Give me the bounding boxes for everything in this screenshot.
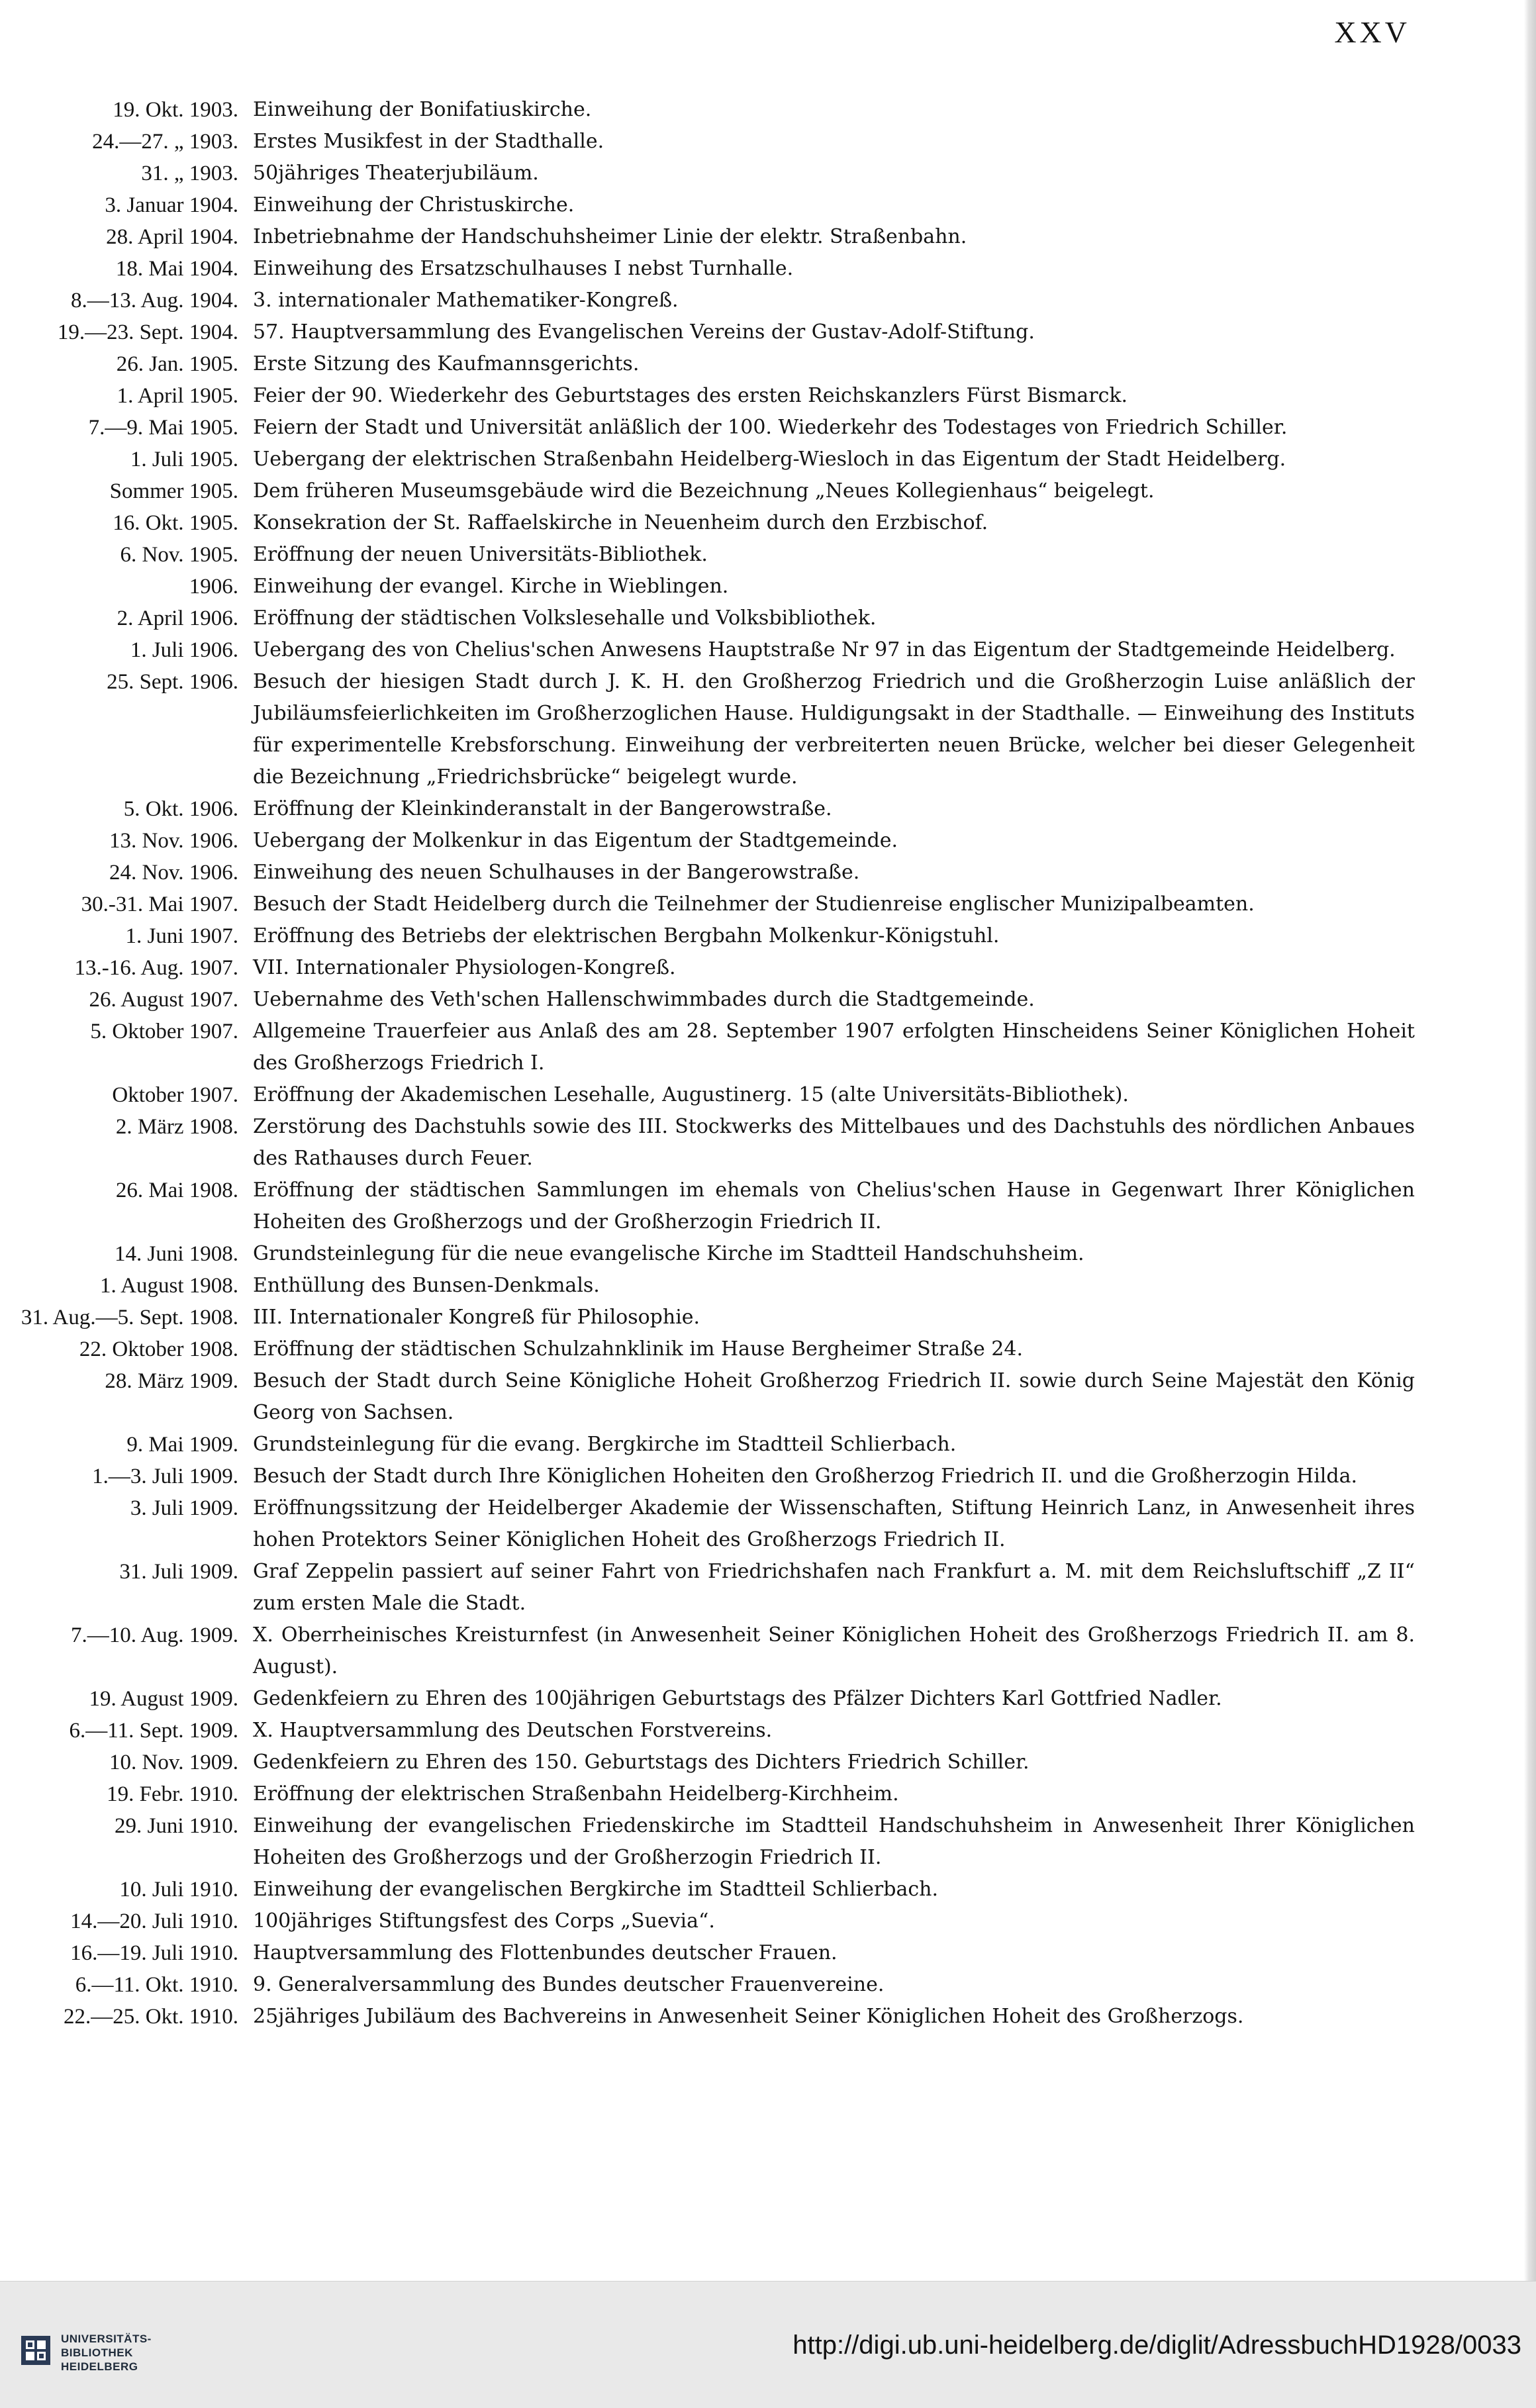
- entry-date: 1. August 1908.: [99, 1274, 238, 1298]
- entry-text: Gedenkfeiern zu Ehren des 150. Geburtstags des Dichters Friedrich Schiller.: [253, 1751, 1030, 1774]
- chronology-entry: [0, 857, 1536, 889]
- entry-date: 7.—9. Mai 1905.: [88, 416, 238, 440]
- entry-date: 6.—11. Okt. 1910.: [75, 1973, 238, 1997]
- chronology-entry: [0, 158, 1536, 189]
- chronology-entry: [0, 507, 1536, 539]
- entry-date: 1. April 1905.: [117, 384, 238, 408]
- entry-date: 19. August 1909.: [89, 1687, 238, 1711]
- entry-date: 28. April 1904.: [106, 225, 238, 249]
- entry-date: 19. Okt. 1903.: [113, 98, 238, 122]
- entry-text: Uebernahme des Veth'schen Hallenschwimmbades durch die Stadtgemeinde.: [253, 988, 1035, 1011]
- chronology-entry: [0, 285, 1536, 316]
- entry-text: Einweihung des neuen Schulhauses in der Bangerowstraße.: [253, 861, 860, 884]
- chronology-entry: [0, 94, 1536, 126]
- entry-text: 3. internationaler Mathematiker-Kongreß.: [253, 289, 679, 312]
- chronology-entry: [0, 348, 1536, 380]
- entry-text: Hauptversammlung des Flottenbundes deutscher Frauen.: [253, 1941, 838, 1964]
- entry-text: Einweihung der Bonifatiuskirche.: [253, 98, 592, 121]
- chronology-entry: [0, 1461, 1536, 1492]
- chronology-entry: [0, 444, 1536, 475]
- entry-text: Dem früheren Museumsgebäude wird die Bezeichnung „Neues Kollegienhaus“ beigelegt.: [253, 479, 1155, 503]
- entry-text: Feiern der Stadt und Universität anläßlich der 100. Wiederkehr des Todestages von Friedrich Schiller.: [253, 416, 1288, 439]
- chronology-entry: [0, 1302, 1536, 1333]
- entry-date: 28. März 1909.: [105, 1369, 238, 1393]
- entry-text: Einweihung der evangel. Kirche in Wieblingen.: [253, 575, 729, 598]
- entry-text: 57. Hauptversammlung des Evangelischen Vereins der Gustav-Adolf-Stiftung.: [253, 320, 1035, 344]
- chronology-entry: [0, 412, 1536, 444]
- entry-date: 16.—19. Juli 1910.: [70, 1941, 238, 1965]
- entry-date: 16. Okt. 1905.: [113, 511, 238, 535]
- chronology-entry: [0, 889, 1536, 920]
- entry-text: Einweihung des Ersatzschulhauses I nebst Turnhalle.: [253, 257, 794, 280]
- entry-date: 13.-16. Aug. 1907.: [74, 956, 238, 980]
- chronology-entry: [0, 1937, 1536, 1969]
- chronology-entry: [0, 1429, 1536, 1461]
- chronology-entry: [0, 1969, 1536, 2001]
- entry-date: 31. Juli 1909.: [119, 1560, 238, 1584]
- entry-date: 24.—27. „ 1903.: [92, 130, 238, 154]
- entry-date: 8.—13. Aug. 1904.: [70, 289, 238, 313]
- entry-date: 30.-31. Mai 1907.: [81, 892, 238, 916]
- entry-text: Zerstörung des Dachstuhls sowie des III. Stockwerks des Mittelbaues und des Dachstuhls des nördlichen Anbaues des Rathauses durch Feuer.: [253, 1115, 1415, 1170]
- source-url-link[interactable]: http://digi.ub.uni-heidelberg.de/diglit/AdressbuchHD1928/0033: [792, 2331, 1521, 2360]
- library-logo-line: BIBLIOTHEK: [61, 2346, 133, 2359]
- chronology-entry: [0, 666, 1536, 793]
- entry-text: Besuch der Stadt Heidelberg durch die Teilnehmer der Studienreise englischer Munizipalbeamten.: [253, 892, 1255, 916]
- entry-date: 22. Oktober 1908.: [79, 1337, 238, 1361]
- entry-text: Uebergang des von Chelius'schen Anwesens Hauptstraße Nr 97 in das Eigentum der Stadtgemeinde Heidelberg.: [253, 638, 1396, 661]
- chronology-entry: [0, 1556, 1536, 1619]
- entry-date: 29. Juni 1910.: [114, 1814, 238, 1838]
- chronology-entry: [0, 920, 1536, 952]
- chronology-entry: [0, 1715, 1536, 1747]
- chronology-entry: [0, 1778, 1536, 1810]
- entry-text: Eröffnungssitzung der Heidelberger Akademie der Wissenschaften, Stiftung Heinrich Lanz, in Anwesenheit ihres hohen Protektors Seiner Königlichen Hoheit des Großherzogs Friedrich II.: [253, 1496, 1415, 1551]
- entry-text: Inbetriebnahme der Handschuhsheimer Linie der elektr. Straßenbahn.: [253, 225, 967, 248]
- entry-date: 5. Okt. 1906.: [123, 797, 238, 821]
- entry-date: 5. Oktober 1907.: [90, 1020, 238, 1043]
- entry-text: Grundsteinlegung für die evang. Bergkirche im Stadtteil Schlierbach.: [253, 1433, 957, 1456]
- chronology-entry: [0, 539, 1536, 571]
- chronology-entry: [0, 634, 1536, 666]
- entry-text: Allgemeine Trauerfeier aus Anlaß des am 28. September 1907 erfolgten Hinscheidens Seiner Königlichen Hoheit des Großherzogs Friedrich I.: [253, 1020, 1415, 1075]
- entry-text: Enthüllung des Bunsen-Denkmals.: [253, 1274, 600, 1297]
- entry-text: Eröffnung der Akademischen Lesehalle, Augustinerg. 15 (alte Universitäts-Bibliothek).: [253, 1083, 1129, 1106]
- chronology-entry: [0, 380, 1536, 412]
- entry-text: Besuch der Stadt durch Seine Königliche Hoheit Großherzog Friedrich II. sowie durch Seine Majestät den König Georg von Sachsen.: [253, 1369, 1415, 1424]
- entry-date: 1906.: [189, 575, 238, 599]
- entry-date: 3. Juli 1909.: [130, 1496, 238, 1520]
- entry-text: Eröffnung der neuen Universitäts-Bibliothek.: [253, 543, 708, 566]
- entry-date: 24. Nov. 1906.: [109, 861, 238, 885]
- chronology-entry: [0, 952, 1536, 984]
- entry-text: 100jähriges Stiftungsfest des Corps „Suevia“.: [253, 1909, 715, 1933]
- entry-date: 13. Nov. 1906.: [109, 829, 238, 853]
- chronology-entry: [0, 253, 1536, 285]
- library-logo-text: [61, 2332, 152, 2374]
- chronology-entry: [0, 1747, 1536, 1778]
- entry-text: VII. Internationaler Physiologen-Kongreß.: [253, 956, 676, 979]
- entry-text: Grundsteinlegung für die neue evangelische Kirche im Stadtteil Handschuhsheim.: [253, 1242, 1084, 1265]
- entry-text: 50jähriges Theaterjubiläum.: [253, 162, 539, 185]
- entry-text: X. Oberrheinisches Kreisturnfest (in Anwesenheit Seiner Königlichen Hoheit des Großherzogs Friedrich II. am 8. August).: [253, 1623, 1415, 1678]
- entry-text: 25jähriges Jubiläum des Bachvereins in Anwesenheit Seiner Königlichen Hoheit des Großherzogs.: [253, 2005, 1244, 2028]
- entry-date: 1. Juni 1907.: [125, 924, 238, 948]
- entry-date: 26. August 1907.: [89, 988, 238, 1012]
- entry-text: Uebergang der elektrischen Straßenbahn Heidelberg-Wiesloch in das Eigentum der Stadt Heidelberg.: [253, 448, 1286, 471]
- chronology-entry: [0, 1333, 1536, 1365]
- chronology-entry: [0, 475, 1536, 507]
- entry-text: Eröffnung der städtischen Sammlungen im ehemals von Chelius'schen Hause in Gegenwart Ihrer Königlichen Hoheiten des Großherzogs und der Großherzogin Friedrich II.: [253, 1179, 1415, 1233]
- entry-text: Graf Zeppelin passiert auf seiner Fahrt von Friedrichshafen nach Frankfurt a. M. mit dem Reichsluftschiff „Z II“ zum ersten Male die Stadt.: [253, 1560, 1415, 1615]
- entry-date: 1. Juli 1905.: [130, 448, 238, 471]
- entry-date: 2. März 1908.: [115, 1115, 238, 1139]
- chronology-entry: [0, 1810, 1536, 1874]
- entry-text: Konsekration der St. Raffaelskirche in Neuenheim durch den Erzbischof.: [253, 511, 988, 534]
- entry-text: Uebergang der Molkenkur in das Eigentum der Stadtgemeinde.: [253, 829, 898, 852]
- entry-date: 1.—3. Juli 1909.: [92, 1465, 238, 1488]
- chronology-entry: [0, 793, 1536, 825]
- entry-date: 9. Mai 1909.: [126, 1433, 238, 1457]
- chronology-entry: [0, 1874, 1536, 1905]
- entry-date: Oktober 1907.: [112, 1083, 238, 1107]
- entry-text: Feier der 90. Wiederkehr des Geburtstages des ersten Reichskanzlers Fürst Bismarck.: [253, 384, 1128, 407]
- entry-date: 26. Jan. 1905.: [116, 352, 238, 376]
- chronology-entry: [0, 316, 1536, 348]
- chronology-entry: [0, 1905, 1536, 1937]
- entry-date: 2. April 1906.: [117, 606, 238, 630]
- chronology-entry: [0, 1619, 1536, 1683]
- entry-date: 19. Febr. 1910.: [107, 1782, 238, 1806]
- entry-date: 6. Nov. 1905.: [120, 543, 238, 567]
- entry-text: X. Hauptversammlung des Deutschen Forstvereins.: [253, 1719, 773, 1742]
- library-logo-line: UNIVERSITÄTS-: [61, 2333, 152, 2345]
- entry-text: Erstes Musikfest in der Stadthalle.: [253, 130, 604, 153]
- chronology-entry: [0, 1365, 1536, 1429]
- entry-text: Einweihung der evangelischen Bergkirche im Stadtteil Schlierbach.: [253, 1878, 939, 1901]
- entry-text: Gedenkfeiern zu Ehren des 100jährigen Geburtstags des Pfälzer Dichters Karl Gottfried Nadler.: [253, 1687, 1222, 1710]
- chronology-entry: [0, 1079, 1536, 1111]
- chronology-entry: [0, 571, 1536, 602]
- entry-date: 14.—20. Juli 1910.: [70, 1909, 238, 1933]
- entry-date: 1. Juli 1906.: [130, 638, 238, 662]
- chronology-entry: [0, 1175, 1536, 1238]
- entry-date: 25. Sept. 1906.: [107, 670, 238, 694]
- entry-text: 9. Generalversammlung des Bundes deutscher Frauenvereine.: [253, 1973, 885, 1996]
- entry-date: 7.—10. Aug. 1909.: [70, 1623, 238, 1647]
- entry-text: Einweihung der evangelischen Friedenskirche im Stadtteil Handschuhsheim in Anwesenheit Ihrer Königlichen Hoheiten des Großherzogs und der Großherzogin Friedrich II.: [253, 1814, 1415, 1869]
- entry-text: Eröffnung der städtischen Volkslesehalle und Volksbibliothek.: [253, 606, 877, 630]
- entry-date: 14. Juni 1908.: [114, 1242, 238, 1266]
- entry-date: 18. Mai 1904.: [115, 257, 238, 281]
- entry-text: III. Internationaler Kongreß für Philosophie.: [253, 1306, 700, 1329]
- chronology-entry: [0, 1492, 1536, 1556]
- library-logo-icon[interactable]: [20, 2335, 52, 2366]
- entry-text: Eröffnung der städtischen Schulzahnklinik im Hause Bergheimer Straße 24.: [253, 1337, 1023, 1361]
- chronology-entry: [0, 1111, 1536, 1175]
- chronology-entry: [0, 1683, 1536, 1715]
- footer-bar: [0, 2281, 1536, 2408]
- chronology-entry: [0, 1238, 1536, 1270]
- entry-date: 6.—11. Sept. 1909.: [69, 1719, 238, 1743]
- chronology-entry: [0, 126, 1536, 158]
- library-logo-line: HEIDELBERG: [61, 2360, 138, 2373]
- entry-text: Besuch der hiesigen Stadt durch J. K. H. den Großherzog Friedrich und die Großherzogin Luise anläßlich der Jubiläumsfeierlichkeiten im Großherzoglichen Hause. Huldigungsakt in der Stadthalle. — Einweihung des Instituts für experimentelle Krebsforschung. Einweihung der verbreiterten neuen Brücke, welcher bei dieser Gelegenheit die Bezeichnung „Friedrichsbrücke“ beigelegt wurde.: [253, 670, 1415, 789]
- chronology-entry: [0, 189, 1536, 221]
- entry-date: 31. Aug.—5. Sept. 1908.: [21, 1306, 238, 1329]
- entry-text: Eröffnung der elektrischen Straßenbahn Heidelberg-Kirchheim.: [253, 1782, 899, 1806]
- chronology-entry: [0, 2001, 1536, 2033]
- entry-date: 10. Nov. 1909.: [109, 1751, 238, 1774]
- entry-date: 3. Januar 1904.: [105, 193, 238, 217]
- page-number: XXV: [1334, 15, 1410, 49]
- entry-text: Eröffnung des Betriebs der elektrischen Bergbahn Molkenkur-Königstuhl.: [253, 924, 1000, 947]
- entry-date: 31. „ 1903.: [141, 162, 238, 185]
- entry-text: Besuch der Stadt durch Ihre Königlichen Hoheiten den Großherzog Friedrich II. und die Großherzogin Hilda.: [253, 1465, 1358, 1488]
- chronology-entry: [0, 825, 1536, 857]
- entry-date: 26. Mai 1908.: [115, 1179, 238, 1202]
- entry-date: Sommer 1905.: [109, 479, 238, 503]
- entry-date: 22.—25. Okt. 1910.: [64, 2005, 238, 2029]
- chronology-list: [0, 94, 1536, 2033]
- entry-date: 10. Juli 1910.: [119, 1878, 238, 1902]
- entry-date: 19.—23. Sept. 1904.: [57, 320, 238, 344]
- chronology-entry: [0, 602, 1536, 634]
- entry-text: Erste Sitzung des Kaufmannsgerichts.: [253, 352, 640, 375]
- chronology-entry: [0, 1270, 1536, 1302]
- entry-text: Einweihung der Christuskirche.: [253, 193, 575, 217]
- chronology-entry: [0, 984, 1536, 1016]
- chronology-entry: [0, 221, 1536, 253]
- chronology-entry: [0, 1016, 1536, 1079]
- entry-text: Eröffnung der Kleinkinderanstalt in der Bangerowstraße.: [253, 797, 832, 820]
